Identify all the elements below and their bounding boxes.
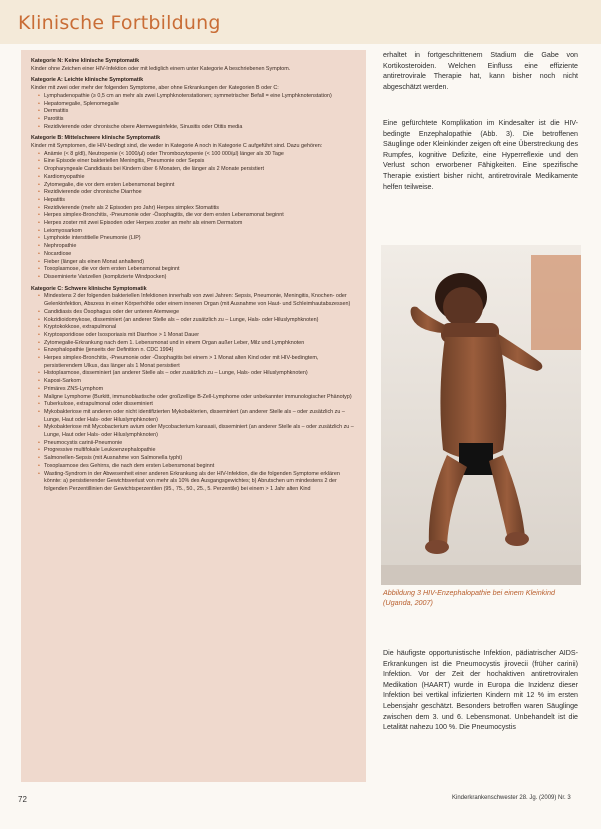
list-item: • Lymphoide interstitielle Pneumonie (LIP) [38, 235, 357, 243]
list-item: • Pneumocystis carinii-Pneumonie [38, 440, 357, 448]
list-item: • Lymphadenopathie (≥ 0,5 cm an mehr als zwei Lymphknotenstationen; symmetrischer Befall = eine Lymphknotenstation) [38, 93, 357, 101]
journal-reference: Kinderkrankenschwester 28. Jg. (2009) Nr. 3 [452, 795, 571, 801]
category-description: Kinder mit zwei oder mehr der folgenden Symptome, aber ohne Erkrankungen der Kategorien B oder C: [31, 85, 279, 92]
list-item: • Herpes zoster mit zwei Episoden oder Herpes zoster an mehr als einem Dermatom [38, 220, 357, 228]
list-item: • Herpes simplex-Bronchitis, -Pneumonie oder -Ösophagitis bei einem > 1 Monat alten Kind oder mit HIV-bedingtem, persistierendem Ulkus, das länger als 1 Monat persistiert [38, 355, 357, 370]
list-item: • Kaposi-Sarkom [38, 378, 357, 386]
paragraph-pneumocystis: Die häufigste opportunistische Infektion, pädiatrischer AIDS-Erkrankungen ist die Pneumocystis jirovecii (früher carinii) Infektion. Vor der Zeit der hochaktiven antiretroviralen Medikation (HAART) wurde in Europa die Inzidenz dieser Infektion bei vertikal infizierten Kindern mit 12 % im ersten Lebensjahr geschätzt. Besonders betroffen waren Säuglinge zwischen dem 3. und 6. Lebensmonat. Unbehandelt ist die Letalität nahezu 100 %. Die Pneumocystis [383, 649, 578, 732]
list-item: • Disseminierte Varizellen (komplizierte Windpocken) [38, 274, 357, 282]
category-description: Kinder ohne Zeichen einer HIV-Infektion oder mit lediglich einem unter Kategorie A beschriebenen Symptom. [31, 65, 291, 72]
list-item: • Progressive multifokale Leukoenzephalopathie [38, 447, 357, 455]
list-item: • Rezidivierende oder chronische obere Atemwegsinfekte, Sinusitis oder Otitis media [38, 124, 357, 132]
list-item: • Hepatitis [38, 197, 357, 205]
list-item: • Maligne Lymphome (Burkitt, immunoblastische oder großzellige B-Zell-Lymphome oder unbekannter immunologischer Phänotyp) [38, 394, 357, 402]
list-item: • Anämie (< 8 g/dl), Neutropenie (< 1000/µl) oder Thrombozytopenie (< 100 000/µl) länger als 30 Tage [38, 151, 357, 159]
classification-box [21, 50, 366, 782]
list-item: • Oropharyngeale Candidiasis bei Kindern über 6 Monaten, die länger als 2 Monate persistiert [38, 166, 357, 174]
list-item: • Enzephalopathie (jenseits der Definition n. CDC 1994) [38, 347, 357, 355]
list-item: • Nephropathie [38, 243, 357, 251]
list-item: • Nocardiose [38, 251, 357, 259]
list-item: • Kardiomyopathie [38, 174, 357, 182]
list-item: • Mykobakteriose mit anderen oder nicht identifizierten Mykobakterien, disseminiert (an anderer Stelle als – oder zusätzlich zu – Lunge, Haut oder Hals- oder Hiluslymphknoten) [38, 409, 357, 424]
list-item: • Salmonellen-Sepsis (mit Ausnahme von Salmonella typhi) [38, 455, 357, 463]
list-item: • Zytomegalie, die vor dem ersten Lebensmonat beginnt [38, 182, 357, 190]
category-heading: Kategorie C: Schwere klinische Symptomatik [31, 285, 147, 292]
right-column-bottom [383, 648, 578, 733]
category-heading: Kategorie B: Mittelschwere klinische Symptomatik [31, 135, 161, 142]
paragraph-encephalopathy: Eine gefürchtete Komplikation im Kindesalter ist die HIV-bedingte Enzephalopathie (Abb. 3). Die betroffenen Säuglinge oder Kleinkinder zeigen oft eine Überstreckung des Rumpfes, kognitive Defizite, eine Hyperreflexie und den Verlust schon erworbener Fähigkeiten. Eine spezifische Therapie existiert bisher nicht, antiretrovirale Medikamente helfen teilweise. [383, 119, 578, 191]
list-item: • Primäres ZNS-Lymphom [38, 386, 357, 394]
page-title: Klinische Fortbildung [18, 12, 221, 34]
list-item: • Herpes simplex-Bronchitis, -Pneumonie oder -Ösophagitis, die vor dem ersten Lebensmonat beginnt [38, 212, 357, 220]
classification-box-content [31, 58, 357, 494]
list-item: • Tuberkulose, extrapulmonal oder disseminiert [38, 401, 357, 409]
category-list [31, 293, 357, 493]
figure-caption: Abbildung 3 HIV-Enzephalopathie bei einem Kleinkind (Uganda, 2007) [383, 588, 555, 607]
paragraph-intro: erhaltet in fortgeschrittenem Stadium die Gabe von Kortikosteroiden. Welchen Einfluss eine effiziente antiretrovirale Therapie hat, kann bisher noch nicht abgeschätzt werden. [383, 51, 578, 91]
list-item: • Hepatomegalie, Splenomegalie [38, 101, 357, 109]
list-item: • Eine Episode einer bakteriellen Meningitis, Pneumonie oder Sepsis [38, 158, 357, 166]
list-item: • Fieber (länger als einen Monat anhaltend) [38, 259, 357, 267]
category-list [31, 151, 357, 282]
list-item: • Parotitis [38, 116, 357, 124]
page-number: 72 [18, 795, 27, 804]
category-list [31, 93, 357, 132]
right-column-middle [383, 118, 578, 192]
list-item: • Dermatitis [38, 108, 357, 116]
category-heading: Kategorie N: Keine klinische Symptomatik [31, 58, 140, 64]
list-item: • Rezidivierende (mehr als 2 Episoden pro Jahr) Herpes simplex Stomatitis [38, 205, 357, 213]
right-column-top [383, 50, 578, 92]
list-item: • Zytomegalie-Erkrankung nach dem 1. Lebensmonat und in einem Organ außer Leber, Milz und Lymphknoten [38, 340, 357, 348]
list-item: • Wasting-Syndrom in der Abwesenheit einer anderen Erkrankung als der HIV-Infektion, die die folgenden Symptome erklären könnte: a) persistierender Gewichtsverlust von mehr als 10% des Ausgangsgewichtes; b) Abrutschen um mindestens 2 der folgenden Perzentillinien der Gewichtsperzentilen (95., 75., 50., 25., 5. Perzentile) bei einem > 1 Jahr alten Kind [38, 471, 357, 494]
list-item: • Leiomyosarkom [38, 228, 357, 236]
list-item: • Candidiasis des Ösophagus oder der unteren Atemwege [38, 309, 357, 317]
list-item: • Kryptosporidiose oder Isosporiasis mit Diarrhoe > 1 Monat Dauer [38, 332, 357, 340]
list-item: • Toxoplasmose des Gehirns, die nach dem ersten Lebensmonat beginnt [38, 463, 357, 471]
list-item: • Histoplasmose, disseminiert (an anderer Stelle als – oder zusätzlich zu – Lunge, Hals- oder Hiluslymphknoten) [38, 370, 357, 378]
category-heading: Kategorie A: Leichte klinische Symptomatik [31, 77, 144, 84]
list-item: • Kryptokokkose, extrapulmonal [38, 324, 357, 332]
list-item: • Mindestens 2 der folgenden bakteriellen Infektionen innerhalb von zwei Jahren: Sepsis, Pneumonie, Meningitis, Knochen- oder Gelenkinfektion, Abszess in einer Körperhöhle oder einem inneren Organ (mit Ausnahme von Haut- und Schleimhautabszessen) [38, 293, 357, 308]
patient-photo [381, 245, 581, 585]
category-description: Kinder mit Symptomen, die HIV-bedingt sind, die weder in Kategorie A noch in Kategorie C aufgeführt sind. Dazu gehören: [31, 143, 323, 150]
list-item: • Rezidivierende oder chronische Diarrhoe [38, 189, 357, 197]
list-item: • Kokzidioidomykose, disseminiert (an anderer Stelle als – oder zusätzlich zu – Lunge, Hals- oder Hiluslymphknoten) [38, 317, 357, 325]
list-item: • Mykobakteriose mit Mycobacterium avium oder Mycobacterium kansasii, disseminiert (an anderer Stelle als – oder zusätzlich zu – Lunge, Haut oder Hals- oder Hiluslymphknoten) [38, 424, 357, 439]
list-item: • Toxoplasmose, die vor dem ersten Lebensmonat beginnt [38, 266, 357, 274]
